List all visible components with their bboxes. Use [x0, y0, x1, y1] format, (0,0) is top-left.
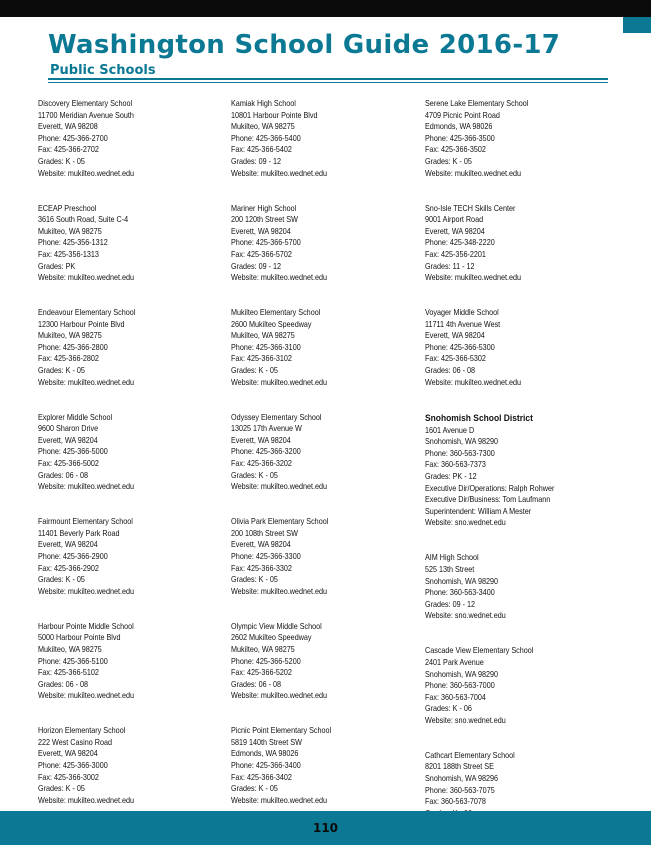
listing-line: Grades: K - 05 — [231, 575, 278, 585]
listing-line: Grades: 09 - 12 — [231, 261, 282, 271]
school-name: Sno-Isle TECH Skills Center — [425, 203, 516, 213]
listing-line: Fax: 425-366-2902 — [38, 563, 99, 573]
school-listing — [38, 725, 201, 806]
listing-line: Grades: 09 - 12 — [425, 599, 476, 609]
school-listing — [425, 203, 588, 284]
listing-line: 2401 Park Avenue — [425, 657, 484, 667]
listing-line: Website: sno.wednet.edu — [425, 715, 506, 725]
school-name: Olympic View Middle School — [231, 621, 322, 631]
listing-line: 5819 140th Street SW — [231, 737, 302, 747]
school-name: Picnic Point Elementary School — [231, 726, 332, 736]
top-accent-tab — [623, 17, 651, 33]
listing-line: Phone: 425-366-2700 — [38, 133, 108, 143]
listing-line: 200 120th Street SW — [231, 215, 298, 225]
listing-line: Phone: 425-366-2900 — [38, 551, 108, 561]
listing-line: 1601 Avenue D — [425, 425, 475, 435]
listing-line: Everett, WA 98204 — [425, 331, 485, 341]
listing-line: Website: mukilteo.wednet.edu — [231, 795, 327, 805]
listing-line: 525 13th Street — [425, 564, 475, 574]
school-listing — [231, 98, 394, 179]
listing-line: Phone: 425-366-5400 — [231, 133, 301, 143]
listing-line: Website: mukilteo.wednet.edu — [425, 168, 521, 178]
school-listing — [231, 621, 394, 702]
listing-line: Grades: K - 05 — [231, 470, 278, 480]
school-listing — [231, 725, 394, 806]
listing-line: Fax: 425-366-5202 — [231, 668, 292, 678]
school-listing — [38, 307, 201, 388]
school-listing — [231, 412, 394, 493]
listing-line: Website: mukilteo.wednet.edu — [231, 586, 327, 596]
listing-line: Phone: 425-366-5200 — [231, 656, 301, 666]
listing-line: Website: mukilteo.wednet.edu — [38, 586, 134, 596]
listing-line: Phone: 360-563-3400 — [425, 588, 495, 598]
listing-line: Website: mukilteo.wednet.edu — [38, 482, 134, 492]
school-listing — [38, 621, 201, 702]
school-listing — [38, 203, 201, 284]
listing-line: Fax: 425-356-2201 — [425, 249, 486, 259]
listing-line: 12300 Harbour Pointe Blvd — [38, 319, 125, 329]
listing-line: 8201 188th Street SE — [425, 762, 494, 772]
school-name: Voyager Middle School — [425, 308, 499, 318]
school-name: Explorer Middle School — [38, 412, 113, 422]
school-listing — [425, 552, 588, 622]
listing-line: 4709 Picnic Point Road — [425, 110, 500, 120]
listing-line: Phone: 425-366-5000 — [38, 447, 108, 457]
listing-line: Grades: K - 05 — [38, 784, 85, 794]
listing-line: Phone: 425-366-3300 — [231, 551, 301, 561]
listing-line: Fax: 425-366-5702 — [231, 249, 292, 259]
listing-line: Fax: 425-366-3502 — [425, 145, 486, 155]
school-name: Horizon Elementary School — [38, 726, 126, 736]
listing-line: Fax: 360-563-7004 — [425, 692, 486, 702]
school-listing — [38, 516, 201, 597]
listing-line: Website: mukilteo.wednet.edu — [38, 691, 134, 701]
listing-line: Fax: 425-366-3102 — [231, 354, 292, 364]
listing-line: Website: sno.wednet.edu — [425, 611, 506, 621]
listing-column-2 — [231, 98, 394, 830]
school-name: ECEAP Preschool — [38, 203, 97, 213]
school-name: Serene Lake Elementary School — [425, 99, 529, 108]
listing-line: 2600 Mukilteo Speedway — [231, 319, 312, 329]
listing-line: Grades: PK — [38, 261, 76, 271]
listing-line: Grades: K - 05 — [38, 366, 85, 376]
listing-column-3 — [425, 98, 588, 854]
header-rule-thin — [48, 82, 608, 83]
school-name: Discovery Elementary School — [38, 99, 133, 108]
listing-line: Phone: 360-563-7300 — [425, 448, 495, 458]
school-name: Mukilteo Elementary School — [231, 308, 321, 318]
listing-line: Fax: 360-563-7373 — [425, 460, 486, 470]
listing-line: Website: mukilteo.wednet.edu — [231, 691, 327, 701]
listing-line: Website: mukilteo.wednet.edu — [231, 273, 327, 283]
listing-line: Grades: 06 - 08 — [38, 470, 89, 480]
listing-line: Fax: 425-366-5302 — [425, 354, 486, 364]
school-name: Cathcart Elementary School — [425, 750, 515, 760]
listing-line: Website: mukilteo.wednet.edu — [38, 377, 134, 387]
listing-line: Edmonds, WA 98026 — [231, 749, 299, 759]
listing-line: Fax: 425-366-2802 — [38, 354, 99, 364]
school-listing — [231, 516, 394, 597]
listing-line: Edmonds, WA 98026 — [425, 122, 493, 132]
school-listing — [38, 98, 201, 179]
listing-line: Fax: 425-366-3202 — [231, 459, 292, 469]
listing-line: Phone: 425-356-1312 — [38, 238, 108, 248]
listing-line: Mukilteo, WA 98275 — [38, 644, 102, 654]
school-name: Fairmount Elementary School — [38, 517, 133, 527]
listing-line: 11711 4th Avenue West — [425, 319, 501, 329]
listing-line: 5000 Harbour Pointe Blvd — [38, 633, 121, 643]
listing-line: 9001 Airport Road — [425, 215, 484, 225]
listing-line: Everett, WA 98204 — [231, 540, 291, 550]
listing-line: Grades: K - 05 — [38, 156, 85, 166]
listing-line: Website: mukilteo.wednet.edu — [425, 377, 521, 387]
listing-line: Fax: 360-563-7078 — [425, 797, 486, 807]
listing-line: Website: mukilteo.wednet.edu — [425, 273, 521, 283]
listing-line: Grades: K - 05 — [231, 366, 278, 376]
listing-line: Phone: 425-366-3400 — [231, 761, 301, 771]
listing-line: Everett, WA 98204 — [231, 435, 291, 445]
listing-line: Fax: 425-366-5002 — [38, 459, 99, 469]
school-name: Kamiak High School — [231, 99, 296, 108]
school-listing — [425, 412, 588, 529]
listing-line: Website: mukilteo.wednet.edu — [231, 168, 327, 178]
school-name: Harbour Pointe Middle School — [38, 621, 134, 631]
listing-line: Website: sno.wednet.edu — [425, 518, 506, 528]
listing-line: Fax: 425-366-5402 — [231, 145, 292, 155]
listing-line: 13025 17th Avenue W — [231, 424, 302, 434]
listing-line: 9600 Sharon Drive — [38, 424, 99, 434]
listing-line: Phone: 360-563-7000 — [425, 681, 495, 691]
listing-line: Mukilteo, WA 98275 — [231, 331, 295, 341]
section-subtitle: Public Schools — [50, 63, 156, 78]
listing-line: Phone: 425-366-3100 — [231, 342, 301, 352]
listing-line: Mukilteo, WA 98275 — [231, 122, 295, 132]
listing-line: Fax: 425-366-3402 — [231, 772, 292, 782]
listing-line: Everett, WA 98204 — [38, 435, 98, 445]
school-name: Mariner High School — [231, 203, 297, 213]
listing-line: Grades: 06 - 08 — [38, 679, 89, 689]
school-name: AIM High School — [425, 553, 479, 563]
school-listing — [231, 307, 394, 388]
listing-line: Phone: 360-563-7075 — [425, 785, 495, 795]
listing-line: Everett, WA 98204 — [38, 749, 98, 759]
listing-line: Superintendent: William A Mester — [425, 506, 532, 516]
listing-line: Fax: 425-356-1313 — [38, 249, 99, 259]
listing-line: Fax: 425-366-5102 — [38, 668, 99, 678]
listing-line: Fax: 425-366-3002 — [38, 772, 99, 782]
top-banner-bar — [0, 0, 651, 17]
listing-line: Website: mukilteo.wednet.edu — [38, 795, 134, 805]
listing-line: Snohomish, WA 98290 — [425, 437, 499, 447]
school-listing — [425, 307, 588, 388]
footer-bar — [0, 811, 651, 845]
listing-line: Grades: 11 - 12 — [425, 261, 475, 271]
school-listing — [425, 98, 588, 179]
listing-line: Executive Dir/Operations: Ralph Rohwer — [425, 483, 555, 493]
listing-line: Grades: K - 05 — [38, 575, 85, 585]
listing-line: Grades: 09 - 12 — [231, 156, 282, 166]
school-listing — [38, 412, 201, 493]
listing-line: Executive Dir/Business: Tom Laufmann — [425, 495, 551, 505]
school-listing — [425, 645, 588, 726]
school-name: Endeavour Elementary School — [38, 308, 136, 318]
listing-line: Snohomish, WA 98296 — [425, 774, 499, 784]
listing-line: Phone: 425-366-5700 — [231, 238, 301, 248]
listing-line: Everett, WA 98208 — [38, 122, 98, 132]
listing-line: Mukilteo, WA 98275 — [38, 331, 102, 341]
listing-line: 11700 Meridian Avenue South — [38, 110, 134, 120]
listing-line: Phone: 425-366-3200 — [231, 447, 301, 457]
listing-line: Phone: 425-366-5300 — [425, 342, 495, 352]
listing-line: Grades: 06 - 08 — [425, 366, 476, 376]
listing-line: 10801 Harbour Pointe Blvd — [231, 110, 318, 120]
listing-line: Website: mukilteo.wednet.edu — [231, 482, 327, 492]
header-rule-thick — [48, 78, 608, 80]
page-title: Washington School Guide 2016-17 — [48, 30, 561, 60]
listing-line: Everett, WA 98204 — [231, 226, 291, 236]
listing-line: Phone: 425-366-2800 — [38, 342, 108, 352]
listing-line: Mukilteo, WA 98275 — [231, 644, 295, 654]
page-number: 110 — [312, 821, 339, 835]
listing-line: Grades: PK - 12 — [425, 472, 477, 482]
listing-line: 222 West Casino Road — [38, 737, 112, 747]
listing-line: Snohomish, WA 98290 — [425, 576, 499, 586]
listing-line: Fax: 425-366-2702 — [38, 145, 99, 155]
listing-line: Everett, WA 98204 — [425, 226, 485, 236]
listing-line: Grades: 06 - 08 — [231, 679, 282, 689]
listing-line: 3616 South Road, Suite C-4 — [38, 215, 129, 225]
listing-line: Phone: 425-366-5100 — [38, 656, 108, 666]
listing-line: 200 108th Street SW — [231, 528, 298, 538]
listing-line: Grades: K - 05 — [425, 156, 472, 166]
listing-column-1 — [38, 98, 201, 830]
listing-line: Phone: 425-348-2220 — [425, 238, 495, 248]
listing-line: Phone: 425-366-3500 — [425, 133, 495, 143]
listing-line: Website: mukilteo.wednet.edu — [38, 168, 134, 178]
listing-line: Website: mukilteo.wednet.edu — [231, 377, 327, 387]
listing-line: Phone: 425-366-3000 — [38, 761, 108, 771]
listing-line: Grades: K - 05 — [231, 784, 278, 794]
listing-line: Mukilteo, WA 98275 — [38, 226, 102, 236]
listing-line: Snohomish, WA 98290 — [425, 669, 499, 679]
school-name: Olivia Park Elementary School — [231, 517, 329, 527]
listing-line: 2602 Mukilteo Speedway — [231, 633, 312, 643]
listing-line: Grades: K - 06 — [425, 704, 472, 714]
school-name: Cascade View Elementary School — [425, 646, 534, 656]
listing-line: Fax: 425-366-3302 — [231, 563, 292, 573]
school-name: Odyssey Elementary School — [231, 412, 322, 422]
district-heading: Snohomish School District — [425, 412, 533, 424]
listing-line: 11401 Beverly Park Road — [38, 528, 120, 538]
listing-line: Everett, WA 98204 — [38, 540, 98, 550]
listing-line: Website: mukilteo.wednet.edu — [38, 273, 134, 283]
school-listing — [231, 203, 394, 284]
